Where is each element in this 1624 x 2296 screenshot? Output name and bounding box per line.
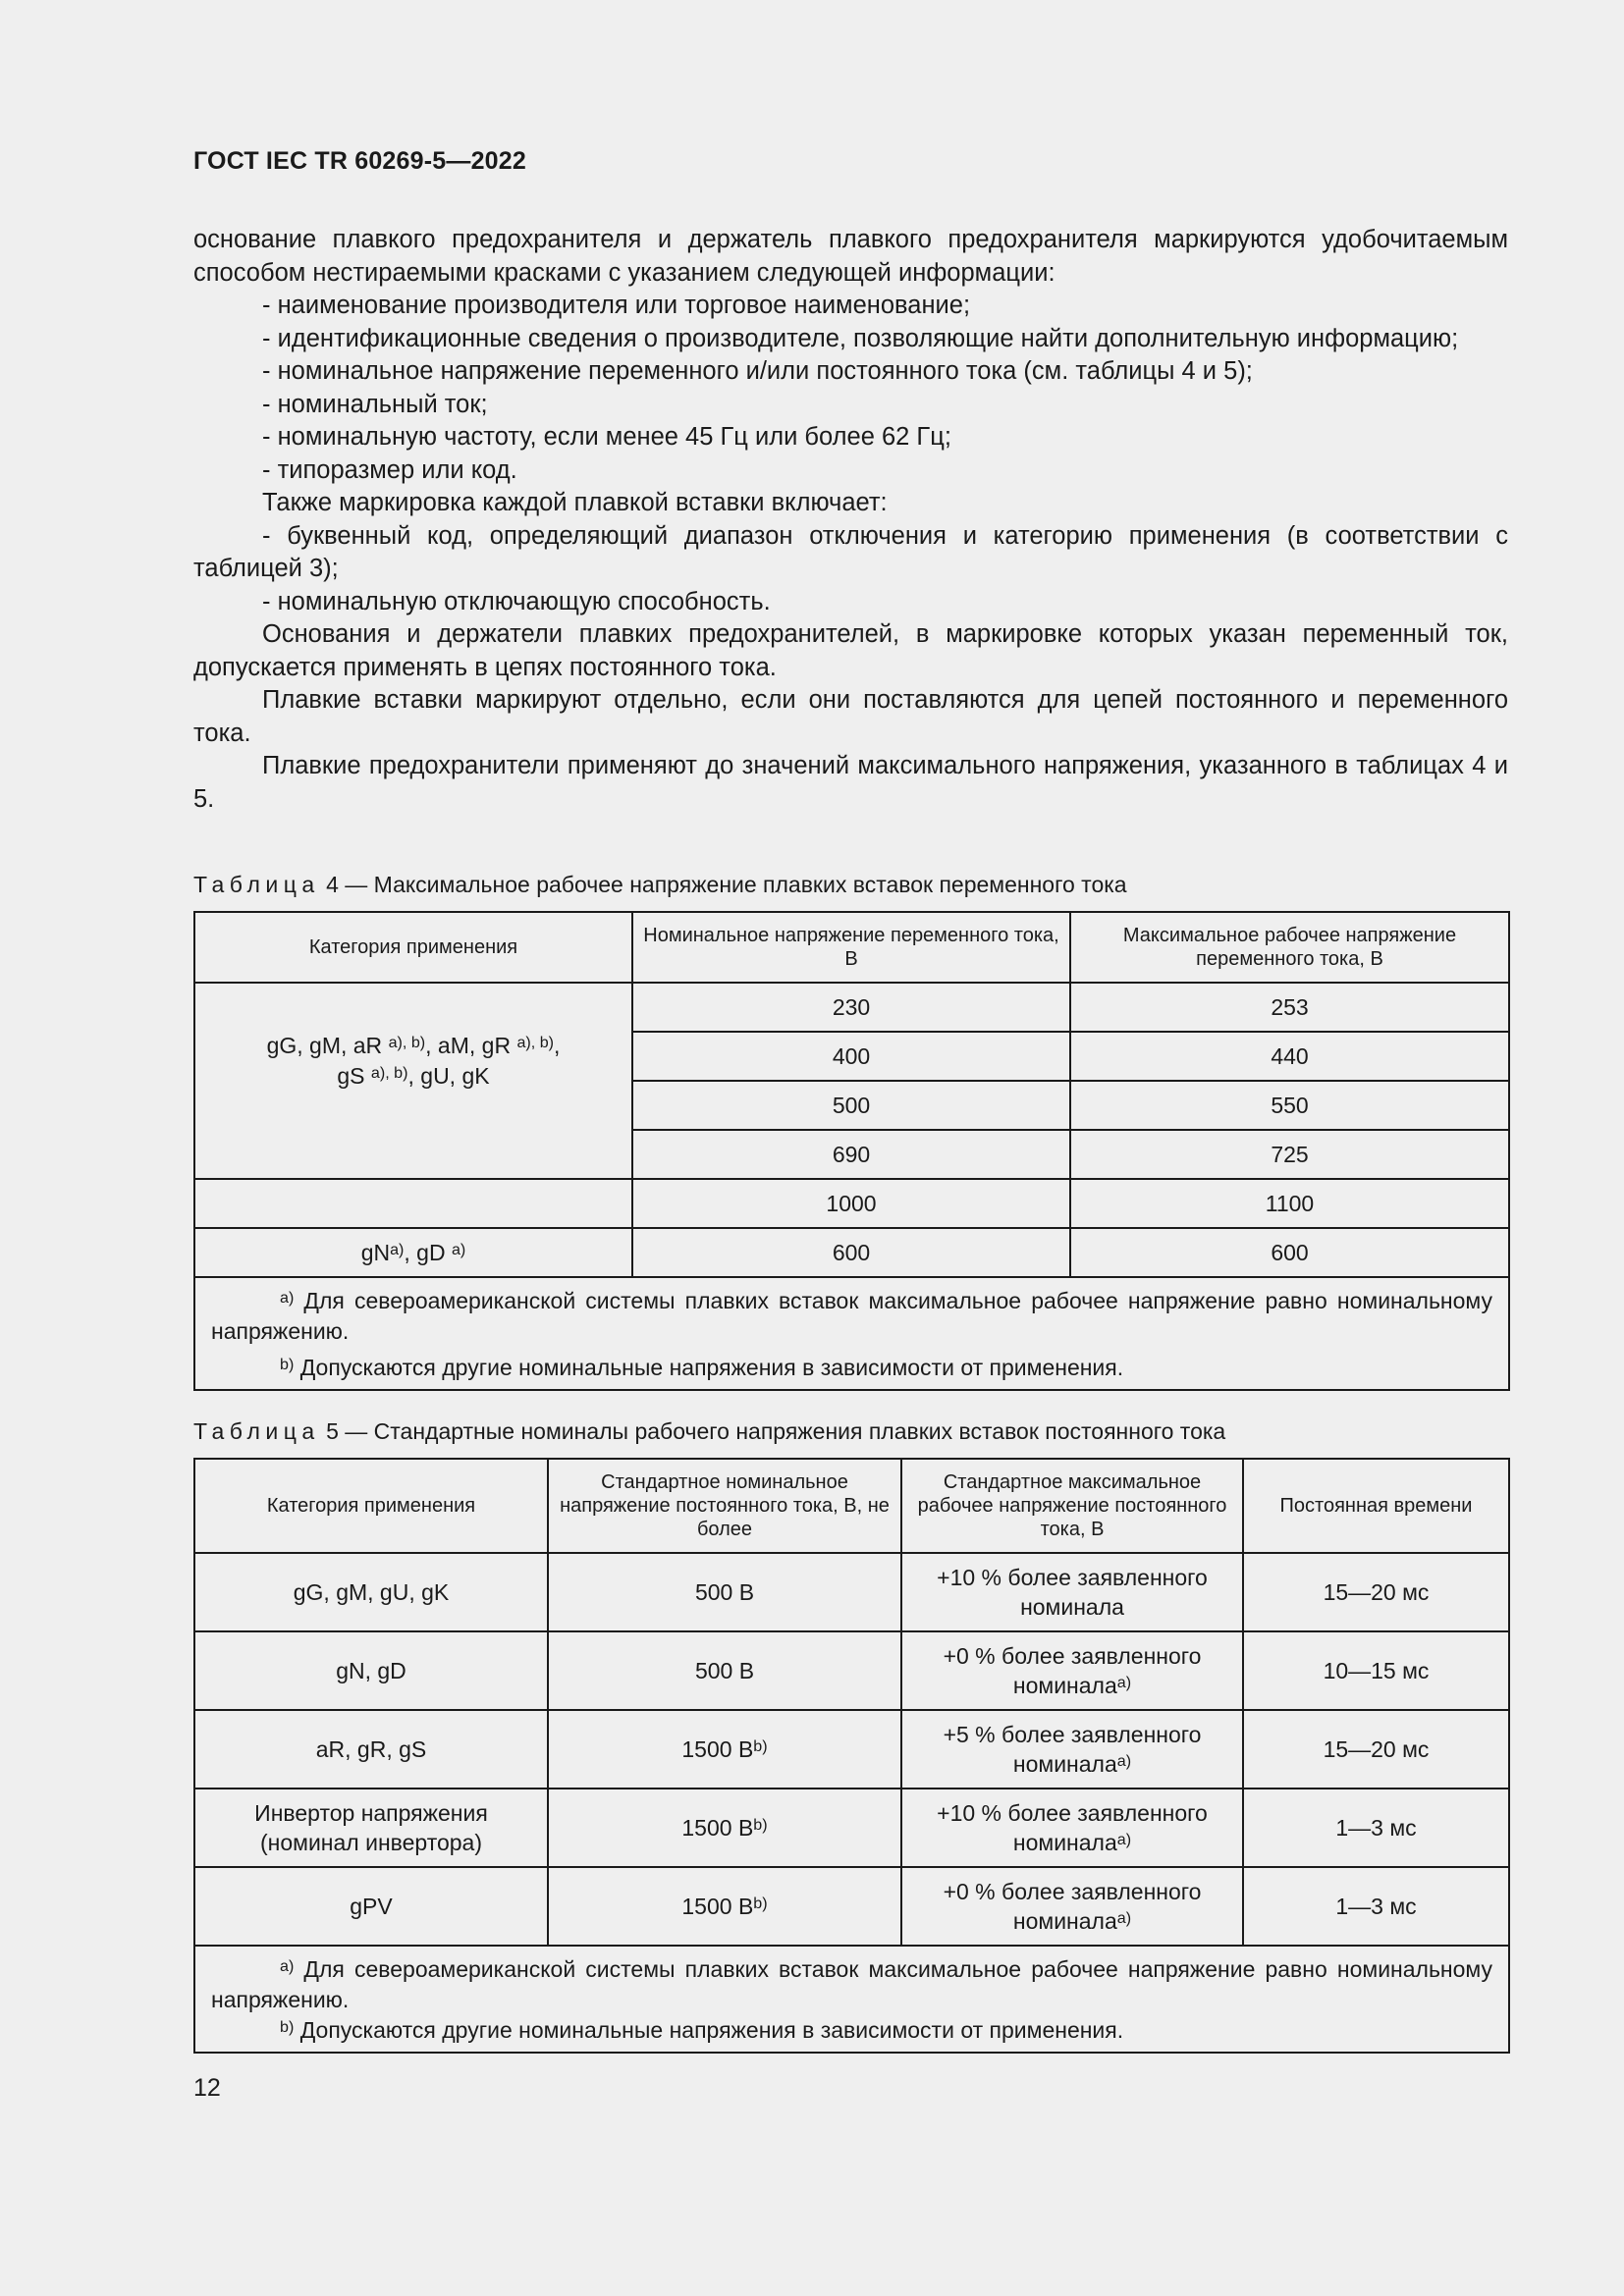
page-number: 12 (193, 2074, 221, 2102)
table-cell: 600 (632, 1228, 1070, 1277)
paragraph: Также маркировка каждой плавкой вставки включает: (262, 489, 888, 516)
table-cell: aR, gR, gS (194, 1710, 548, 1789)
list-item: - номинальное напряжение переменного и/или постоянного тока (см. таблицы 4 и 5); (262, 357, 1253, 385)
table-cell (194, 1179, 632, 1228)
table5-caption-label: Таблица (193, 1418, 320, 1444)
table-cell: 230 (632, 983, 1070, 1032)
list-item: - типоразмер или код. (262, 455, 517, 484)
table-cell: 690 (632, 1130, 1070, 1179)
list-item: - номинальную частоту, если менее 45 Гц или более 62 Гц; (262, 423, 951, 451)
table-cell: 1500 $В^{b)}$ (548, 1867, 901, 1946)
paragraph: Основания и держатели плавких предохранителей, в маркировке которых указан переменный ток, допускается применять в цепях постоянного тока. (193, 620, 1508, 681)
table-header-row (194, 1459, 1509, 1553)
table-header-cell: Номинальное напряжение переменного тока, В (632, 912, 1070, 983)
paragraph: Плавкие вставки маркируют отдельно, если они поставляются для цепей постоянного и переменного тока. (193, 686, 1508, 747)
table-cell: 725 (1070, 1130, 1509, 1179)
table-header-cell: Категория применения (194, 1459, 548, 1553)
table-notes-row (194, 1946, 1509, 2053)
table-cell: 440 (1070, 1032, 1509, 1081)
table-cell: 1500 $В^{b)}$ (548, 1789, 901, 1867)
list-item: - идентификационные сведения о производителе, позволяющие найти дополнительную информацию; (262, 324, 1459, 352)
table-cell: 400 (632, 1032, 1070, 1081)
table-cell: +5 % более заявленного номинала$^{a)}$ (901, 1710, 1243, 1789)
table-cell: 15—20 мс (1243, 1710, 1509, 1789)
table-cell: 253 (1070, 983, 1509, 1032)
table-row (194, 1789, 1509, 1867)
table-cell: Инвертор напряжения (номинал инвертора) (194, 1789, 548, 1867)
table-cell: 500 В (548, 1631, 901, 1710)
table-notes (194, 1277, 1509, 1390)
table-cell: 1500 $В^{b)}$ (548, 1710, 901, 1789)
body-text (193, 224, 1508, 816)
table-cell: gN, gD (194, 1631, 548, 1710)
table-cell: gG, gM, gU, gK (194, 1553, 548, 1631)
list-item: - буквенный код, определяющий диапазон отключения и категорию применения (в соответствии с таблицей 3); (193, 521, 1508, 582)
table-cell: 10—15 мс (1243, 1631, 1509, 1710)
table4 (193, 911, 1510, 1391)
table-cell: 500 В (548, 1553, 901, 1631)
table4-caption-label: Таблица (193, 872, 320, 897)
table-row (194, 1179, 1509, 1228)
category-cell: gG, gM, aR $^{a), b)}$, aM, gR $^{a), b)}$, gS $^{a), b)}$, gU, gK (194, 983, 632, 1179)
table-notes (194, 1946, 1509, 2053)
table5 (193, 1458, 1510, 2054)
table-row (194, 1867, 1509, 1946)
list-item: - номинальный ток; (262, 390, 488, 418)
table-row (194, 1710, 1509, 1789)
table-header-row (194, 912, 1509, 983)
table-header-cell: Стандартное номинальное напряжение постоянного тока, В, не более (548, 1459, 901, 1553)
list-item: - наименование производителя или торговое наименование; (262, 292, 971, 319)
table-header-cell: Максимальное рабочее напряжение переменного тока, В (1070, 912, 1509, 983)
footnote: $^{b)}$ Допускаются другие номинальные напряжения в зависимости от применения. (280, 1355, 1124, 1380)
footnote: $^{b)}$ Допускаются другие номинальные напряжения в зависимости от применения. (280, 2017, 1124, 2043)
category-cell: $gN^{a)}$, gD $^{a)}$ (194, 1228, 632, 1277)
table5-caption (193, 1416, 1225, 1446)
table-row (194, 1631, 1509, 1710)
table-row (194, 1553, 1509, 1631)
footnote: $^{a)}$ Для североамериканской системы плавких вставок максимальное рабочее напряжение равно номинальному напряжению. (211, 1956, 1492, 2012)
paragraph: Плавкие предохранители применяют до значений максимального напряжения, указанного в таблицах 4 и 5. (193, 752, 1508, 813)
table-cell: 500 (632, 1081, 1070, 1130)
table-header-cell: Стандартное максимальное рабочее напряжение постоянного тока, В (901, 1459, 1243, 1553)
table-notes-row (194, 1277, 1509, 1390)
table-cell: 15—20 мс (1243, 1553, 1509, 1631)
table-cell: +0 % более заявленного номинала$^{a)}$ (901, 1867, 1243, 1946)
list-item: - номинальную отключающую способность. (262, 587, 771, 615)
document-header: ГОСТ IEC TR 60269-5—2022 (193, 147, 526, 175)
table5-caption-text: 5 — Стандартные номиналы рабочего напряжения плавких вставок постоянного тока (326, 1418, 1226, 1444)
table-cell: +10 % более заявленного номинала$^{a)}$ (901, 1789, 1243, 1867)
paragraph: основание плавкого предохранителя и держатель плавкого предохранителя маркируются удобочитаемым способом нестираемыми красками с указанием следующей информации: (193, 226, 1508, 287)
table-cell: +0 % более заявленного номинала$^{a)}$ (901, 1631, 1243, 1710)
table-cell: 1100 (1070, 1179, 1509, 1228)
table-cell: 550 (1070, 1081, 1509, 1130)
footnote: $^{a)}$ Для североамериканской системы плавких вставок максимальное рабочее напряжение равно номинальному напряжению. (211, 1288, 1492, 1344)
table-cell: 1000 (632, 1179, 1070, 1228)
table-cell: 600 (1070, 1228, 1509, 1277)
table-cell: 1—3 мс (1243, 1789, 1509, 1867)
table-cell: +10 % более заявленного номинала (901, 1553, 1243, 1631)
table4-caption (193, 870, 1127, 899)
table-header-cell: Категория применения (194, 912, 632, 983)
table4-caption-text: 4 — Максимальное рабочее напряжение плавких вставок переменного тока (326, 872, 1127, 897)
table-row (194, 983, 1509, 1032)
table-header-cell: Постоянная времени (1243, 1459, 1509, 1553)
table-cell: 1—3 мс (1243, 1867, 1509, 1946)
table-row (194, 1228, 1509, 1277)
table-cell: gPV (194, 1867, 548, 1946)
